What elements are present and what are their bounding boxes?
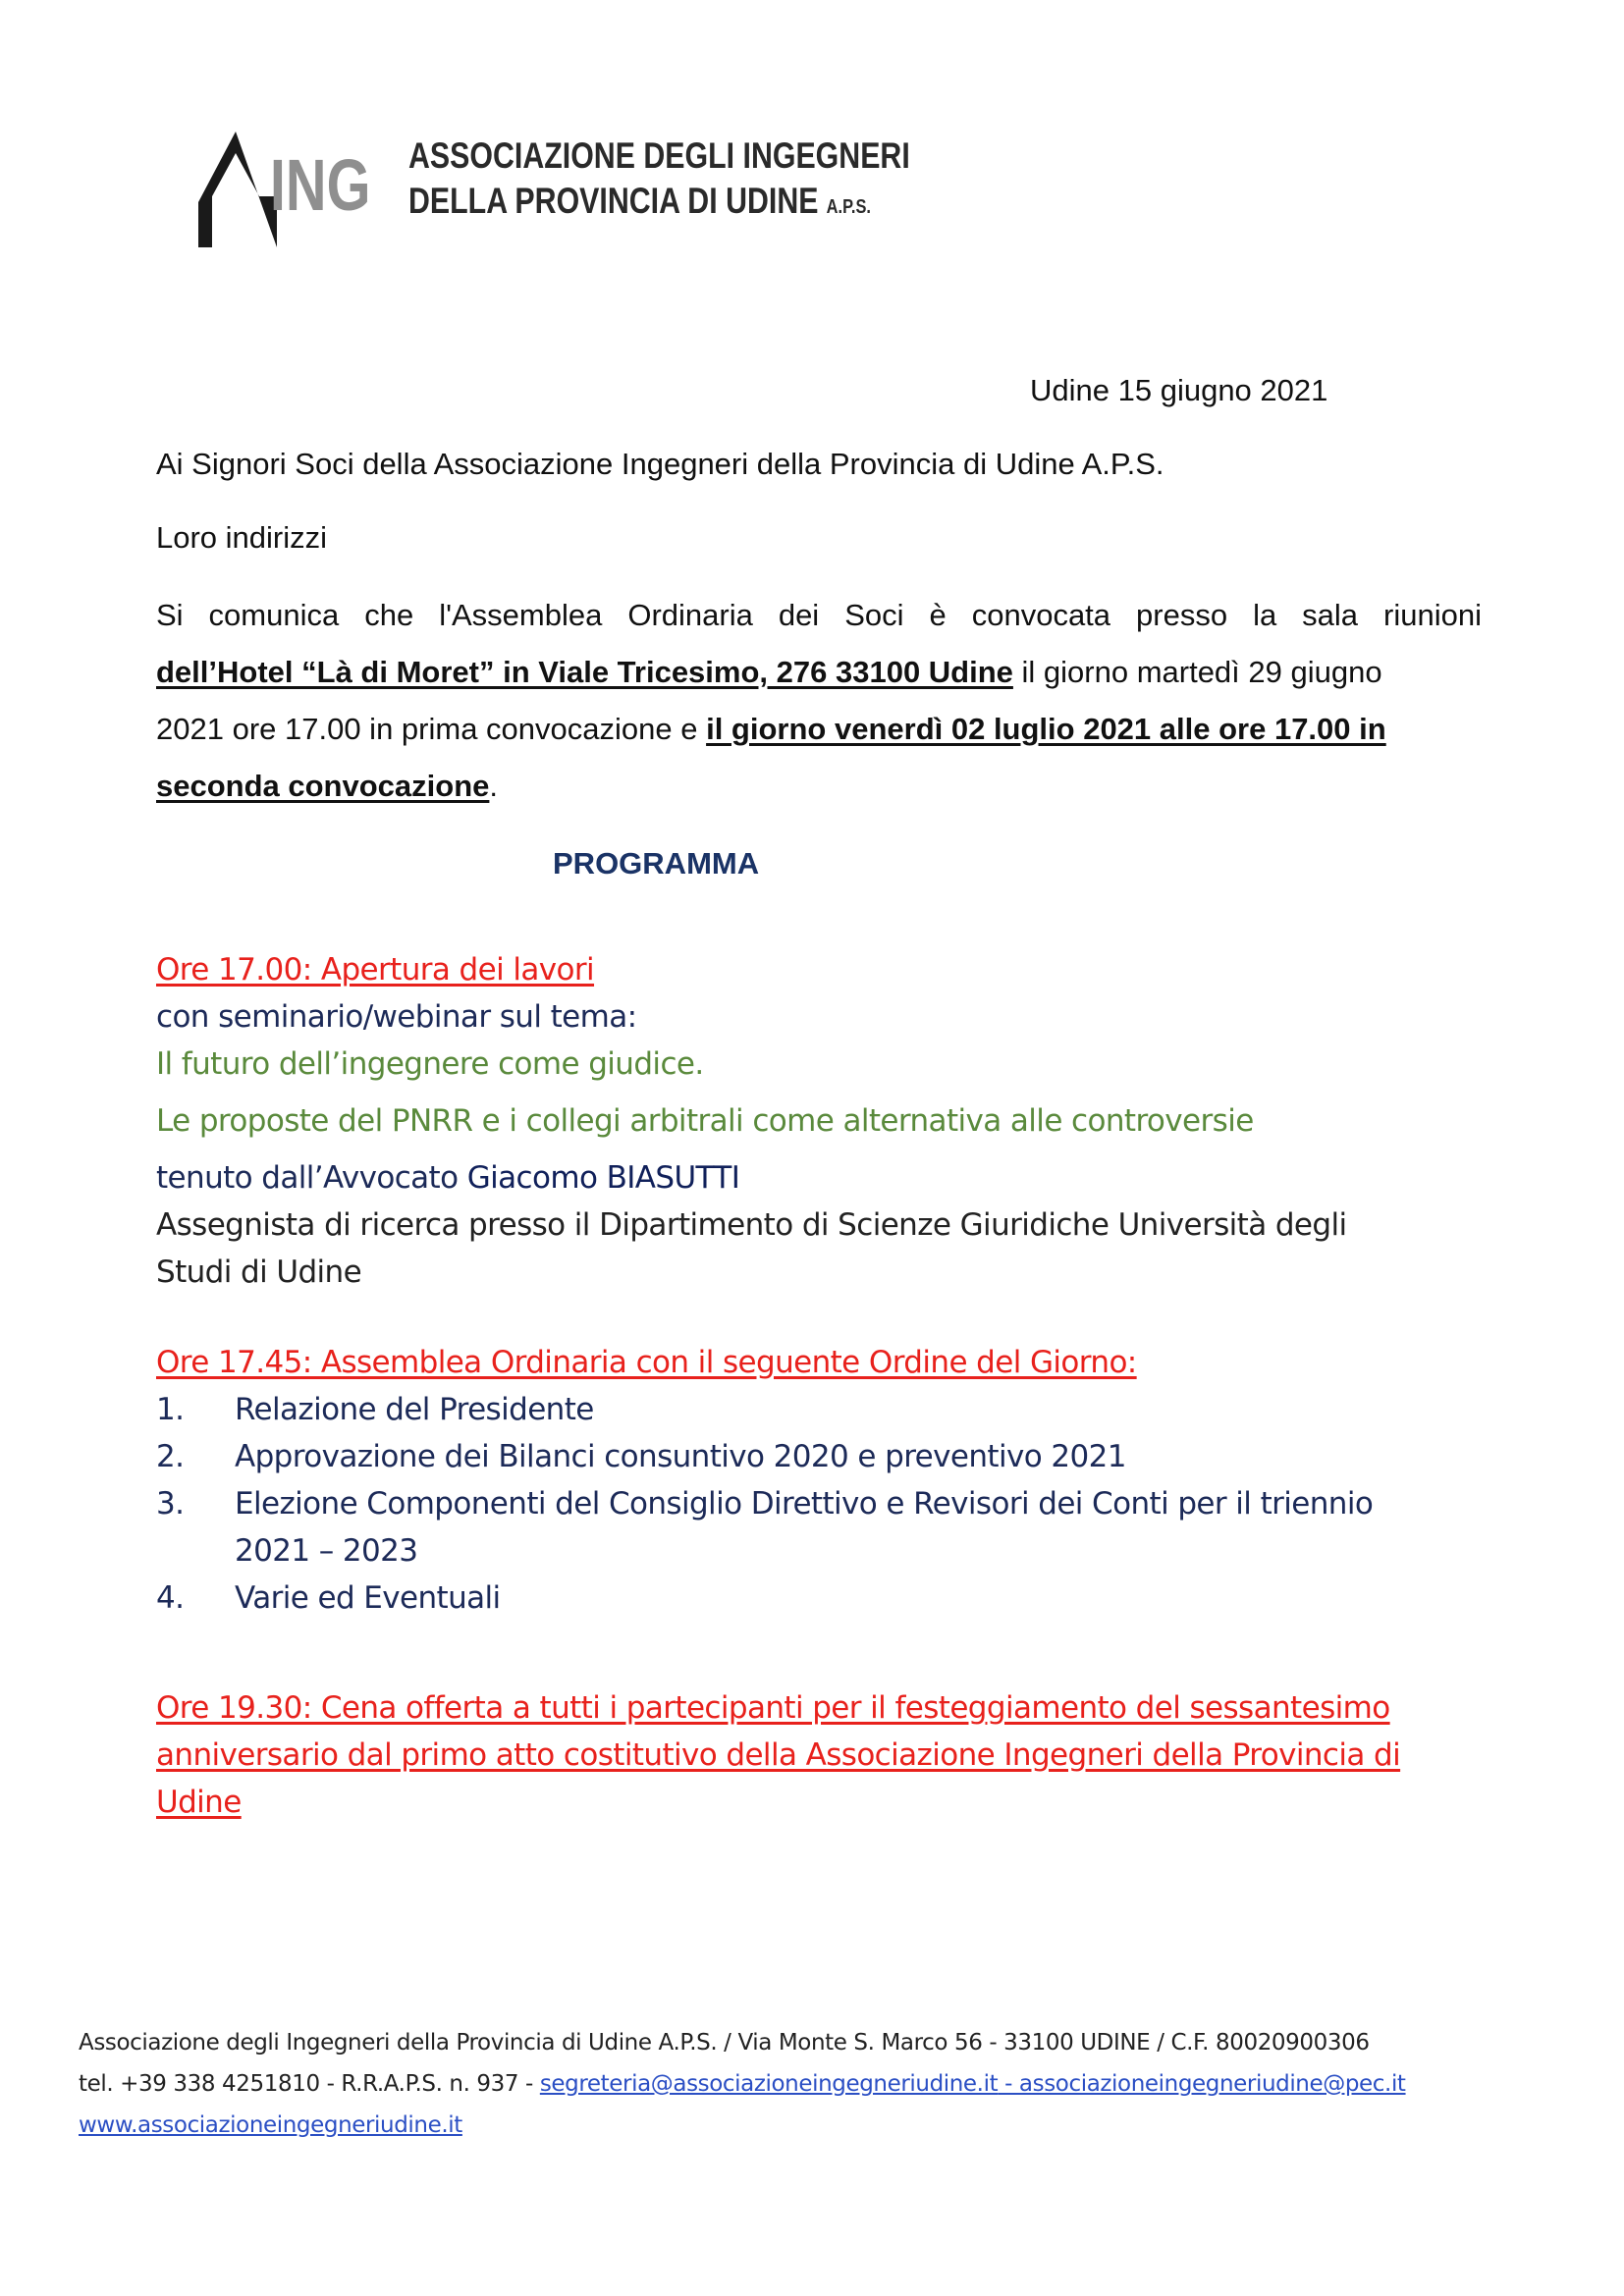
item2-time-title: Ore 17.45: Assemblea Ordinaria con il seguente Ordine del Giorno: [156,1345,1137,1380]
footer [79,2022,1406,2146]
footer-address: Associazione degli Ingegneri della Provincia di Udine A.P.S. / Via Monte S. Marco 56 - 33100 UDINE / C.F. 80020900306 [79,2030,1370,2056]
venue: dell’Hotel “Là di Moret” in Viale Tricesimo, 276 33100 Udine [156,655,1013,689]
logo-aps: A.P.S. [826,196,871,218]
convocation-paragraph [156,587,1482,815]
second-call: il giorno venerdì 02 luglio 2021 alle ore 17.00 in [706,712,1386,746]
email-link[interactable]: segreteria@associazioneingegneriudine.it [539,2071,999,2097]
agenda-list [156,1386,1531,1622]
agenda-item: 3. Elezione Componenti del Consiglio Direttivo e Revisori dei Conti per il triennio 2021 – 2023 [156,1486,1374,1569]
item1-topic1: Il futuro dell’ingegnere come giudice. [156,1046,704,1082]
convocation-line1: Si comunica che l'Assemblea Ordinaria dei Soci è convocata presso la sala riunioni [156,598,1482,632]
program-item-assembly [156,1339,1531,1622]
convocation-line2: dell’Hotel “Là di Moret” in Viale Tricesimo, 276 33100 Udine il giorno martedì 29 giugno [156,655,1382,689]
footer-contacts: tel. +39 338 4251810 - R.R.A.P.S. n. 937 - segreteria@associazioneingegneriudine.it - associazioneingegneriudine@pec.it [79,2071,1406,2097]
item1-speaker: tenuto dall’Avvocato Giacomo BIASUTTI [156,1160,740,1196]
item1-affiliation2: Studi di Udine [156,1255,362,1290]
item1-time-title: Ore 17.00: Apertura dei lavori [156,952,595,988]
agenda-item: 4. Varie ed Eventuali [156,1580,501,1616]
item1-intro: con seminario/webinar sul tema: [156,999,637,1035]
item3-line2: anniversario dal primo atto costitutivo della Associazione Ingegneri della Provincia di [156,1737,1401,1773]
logo-name-line2: DELLA PROVINCIA DI UDINE A.P.S. [408,181,871,221]
pec-link[interactable]: - associazioneingegneriudine@pec.it [998,2071,1406,2097]
logo-name-line1: ASSOCIAZIONE DEGLI INGEGNERI [408,135,910,176]
agenda-item: 1. Relazione del Presidente [156,1392,594,1427]
addresses-note: Loro indirizzi [156,520,328,555]
letter-date: Udine 15 giugno 2021 [1030,373,1328,407]
logo [196,132,910,249]
website-link[interactable]: www.associazioneingegneriudine.it [79,2112,462,2138]
convocation-line3: 2021 ore 17.00 in prima convocazione e il giorno venerdì 02 luglio 2021 alle ore 17.00 in [156,712,1386,746]
item1-affiliation1: Assegnista di ricerca presso il Dipartimento di Scienze Giuridiche Università degli [156,1207,1347,1243]
convocation-line4: seconda convocazione. [156,769,499,803]
agenda-item: 2. Approvazione dei Bilanci consuntivo 2020 e preventivo 2021 [156,1439,1126,1474]
second-call-end: seconda convocazione [156,769,490,803]
logo-mark-icon [196,132,393,247]
program-item-opening [156,946,1347,1296]
program-item-dinner [156,1684,1531,1826]
item3-line3: Udine [156,1785,242,1820]
speaker-name: Giacomo BIASUTTI [466,1160,740,1196]
recipients: Ai Signori Soci della Associazione Ingegneri della Provincia di Udine A.P.S. [156,447,1164,481]
item1-topic2: Le proposte del PNRR e i collegi arbitrali come alternativa alle controversie [156,1103,1254,1139]
item3-line1: Ore 19.30: Cena offerta a tutti i partecipanti per il festeggiamento del sessantesimo [156,1690,1390,1726]
program-title: PROGRAMMA [553,846,760,881]
logo-ing-text: ING [269,145,371,227]
